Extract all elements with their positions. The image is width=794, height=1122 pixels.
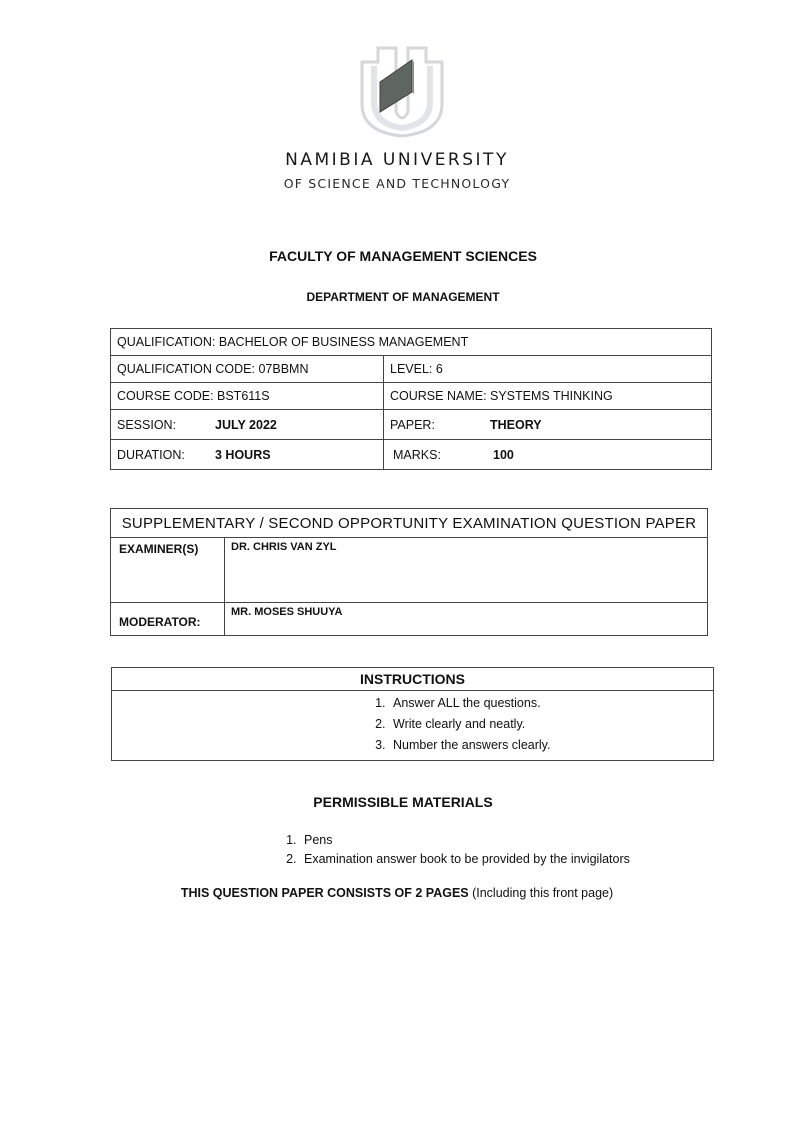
paper-label: PAPER: xyxy=(390,417,435,432)
material-item: 1. Pens xyxy=(300,831,794,850)
instruction-item: 2. Write clearly and neatly. xyxy=(389,714,713,735)
permissible-materials xyxy=(0,831,794,869)
department-heading: DEPARTMENT OF MANAGEMENT xyxy=(306,290,500,304)
instruction-item: 3. Number the answers clearly. xyxy=(389,735,713,756)
paper-value: THEORY xyxy=(490,417,542,432)
exam-paper-table xyxy=(110,508,708,636)
qualification-code-cell: QUALIFICATION CODE: 07BBMN xyxy=(111,356,384,383)
university-logo xyxy=(356,42,448,138)
course-name-cell: COURSE NAME: SYSTEMS THINKING xyxy=(384,383,712,410)
marks-cell xyxy=(384,440,712,470)
exam-paper-title: SUPPLEMENTARY / SECOND OPPORTUNITY EXAMINATION QUESTION PAPER xyxy=(111,509,708,538)
instructions-title: INSTRUCTIONS xyxy=(112,668,713,691)
duration-label: DURATION: xyxy=(117,447,185,462)
logo-emblem-icon xyxy=(356,42,448,138)
examiner-value: DR. CHRIS VAN ZYL xyxy=(225,538,708,603)
duration-value: 3 HOURS xyxy=(215,447,271,462)
instructions-list xyxy=(112,691,713,760)
moderator-label: MODERATOR: xyxy=(111,603,225,636)
examiner-label: EXAMINER(S) xyxy=(111,538,225,603)
permissible-materials-title: PERMISSIBLE MATERIALS xyxy=(313,794,493,810)
page-count-normal: (Including this front page) xyxy=(468,886,614,900)
material-item: 2. Examination answer book to be provided by the invigilators xyxy=(300,850,794,869)
duration-cell xyxy=(111,440,384,470)
qualification-table xyxy=(110,328,712,470)
qualification-cell: QUALIFICATION: BACHELOR OF BUSINESS MANAGEMENT xyxy=(111,329,712,356)
session-label: SESSION: xyxy=(117,417,177,432)
paper-cell xyxy=(384,410,712,440)
university-subtitle: OF SCIENCE AND TECHNOLOGY xyxy=(283,176,511,191)
instruction-item: 1. Answer ALL the questions. xyxy=(389,693,713,714)
faculty-heading: FACULTY OF MANAGEMENT SCIENCES xyxy=(269,248,537,264)
page-count-note xyxy=(0,886,794,900)
marks-value: 100 xyxy=(493,447,514,462)
instructions-box xyxy=(111,667,714,761)
session-cell xyxy=(111,410,384,440)
permissible-materials-list xyxy=(0,831,794,869)
university-name: NAMIBIA UNIVERSITY xyxy=(285,150,509,170)
moderator-value: MR. MOSES SHUUYA xyxy=(225,603,708,636)
marks-label: MARKS: xyxy=(393,447,441,462)
course-code-cell: COURSE CODE: BST611S xyxy=(111,383,384,410)
session-value: JULY 2022 xyxy=(215,417,277,432)
page-count-bold: THIS QUESTION PAPER CONSISTS OF 2 PAGES xyxy=(180,886,469,900)
level-cell: LEVEL: 6 xyxy=(384,356,712,383)
